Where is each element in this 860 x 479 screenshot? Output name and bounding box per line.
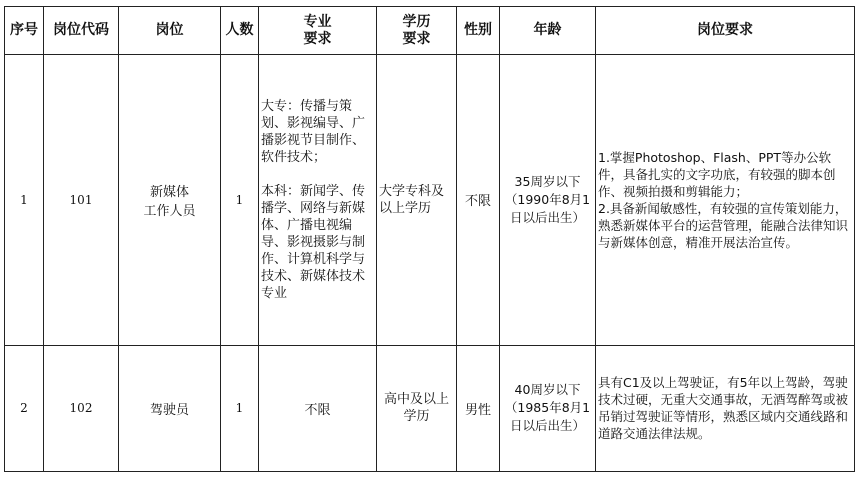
requirement-item-1: 1.掌握Photoshop、Flash、PPT等办公软件，具备扎实的文字功底，有较强的脚本创作、视频拍摄和剪辑能力； xyxy=(598,149,836,199)
cell-major xyxy=(259,55,377,346)
cell-gender: 男性 xyxy=(457,345,500,471)
header-education xyxy=(377,7,457,55)
cell-count: 1 xyxy=(221,55,259,346)
header-requirements: 岗位要求 xyxy=(596,7,855,55)
major-junior-college: 大专：传播与策划、影视编导、广播影视节目制作、软件技术； xyxy=(261,98,366,165)
cell-requirements: 具有C1及以上驾驶证，有5年以上驾龄，驾驶技术过硬，无重大交通事故，无酒驾醉驾或被吊销过驾驶证等情形，熟悉区域内交通线路和道路交通法律法规。 xyxy=(596,345,855,471)
cell-position-line2: 工作人员 xyxy=(143,203,196,219)
header-age: 年龄 xyxy=(500,7,596,55)
header-major-line2: 要求 xyxy=(303,30,332,47)
header-position: 岗位 xyxy=(119,7,221,55)
cell-requirements xyxy=(596,55,855,346)
cell-position xyxy=(119,55,221,346)
cell-code: 101 xyxy=(44,55,119,346)
cell-position: 驾驶员 xyxy=(119,345,221,471)
header-major-line1: 专业 xyxy=(303,13,332,30)
cell-education: 高中及以上学历 xyxy=(377,345,457,471)
header-major xyxy=(259,7,377,55)
header-education-line2: 要求 xyxy=(402,30,431,47)
header-seq: 序号 xyxy=(5,7,44,55)
cell-age: 40周岁以下（1985年8月1日以后出生） xyxy=(500,345,596,471)
cell-code: 102 xyxy=(44,345,119,471)
cell-education: 大学专科及以上学历 xyxy=(377,55,457,346)
major-undergraduate: 本科：新闻学、传播学、网络与新媒体、广播电视编导、影视摄影与制作、计算机科学与技术、新媒体技术专业 xyxy=(261,183,366,301)
table-row xyxy=(5,345,855,471)
cell-count: 1 xyxy=(221,345,259,471)
cell-age: 35周岁以下（1990年8月1日以后出生） xyxy=(500,55,596,346)
table-row xyxy=(5,55,855,346)
header-row xyxy=(5,7,855,55)
cell-seq: 1 xyxy=(5,55,44,346)
header-count: 人数 xyxy=(221,7,259,55)
cell-seq: 2 xyxy=(5,345,44,471)
cell-major: 不限 xyxy=(259,345,377,471)
requirement-item-2: 2.具备新闻敏感性，有较强的宣传策划能力，熟悉新媒体平台的运营管理，能融合法律知识与新媒体创意，精准开展法治宣传。 xyxy=(598,200,849,250)
recruitment-table xyxy=(4,6,855,472)
header-code: 岗位代码 xyxy=(44,7,119,55)
cell-gender: 不限 xyxy=(457,55,500,346)
header-gender: 性别 xyxy=(457,7,500,55)
header-education-line1: 学历 xyxy=(402,13,431,30)
cell-position-line1: 新媒体 xyxy=(149,184,189,200)
